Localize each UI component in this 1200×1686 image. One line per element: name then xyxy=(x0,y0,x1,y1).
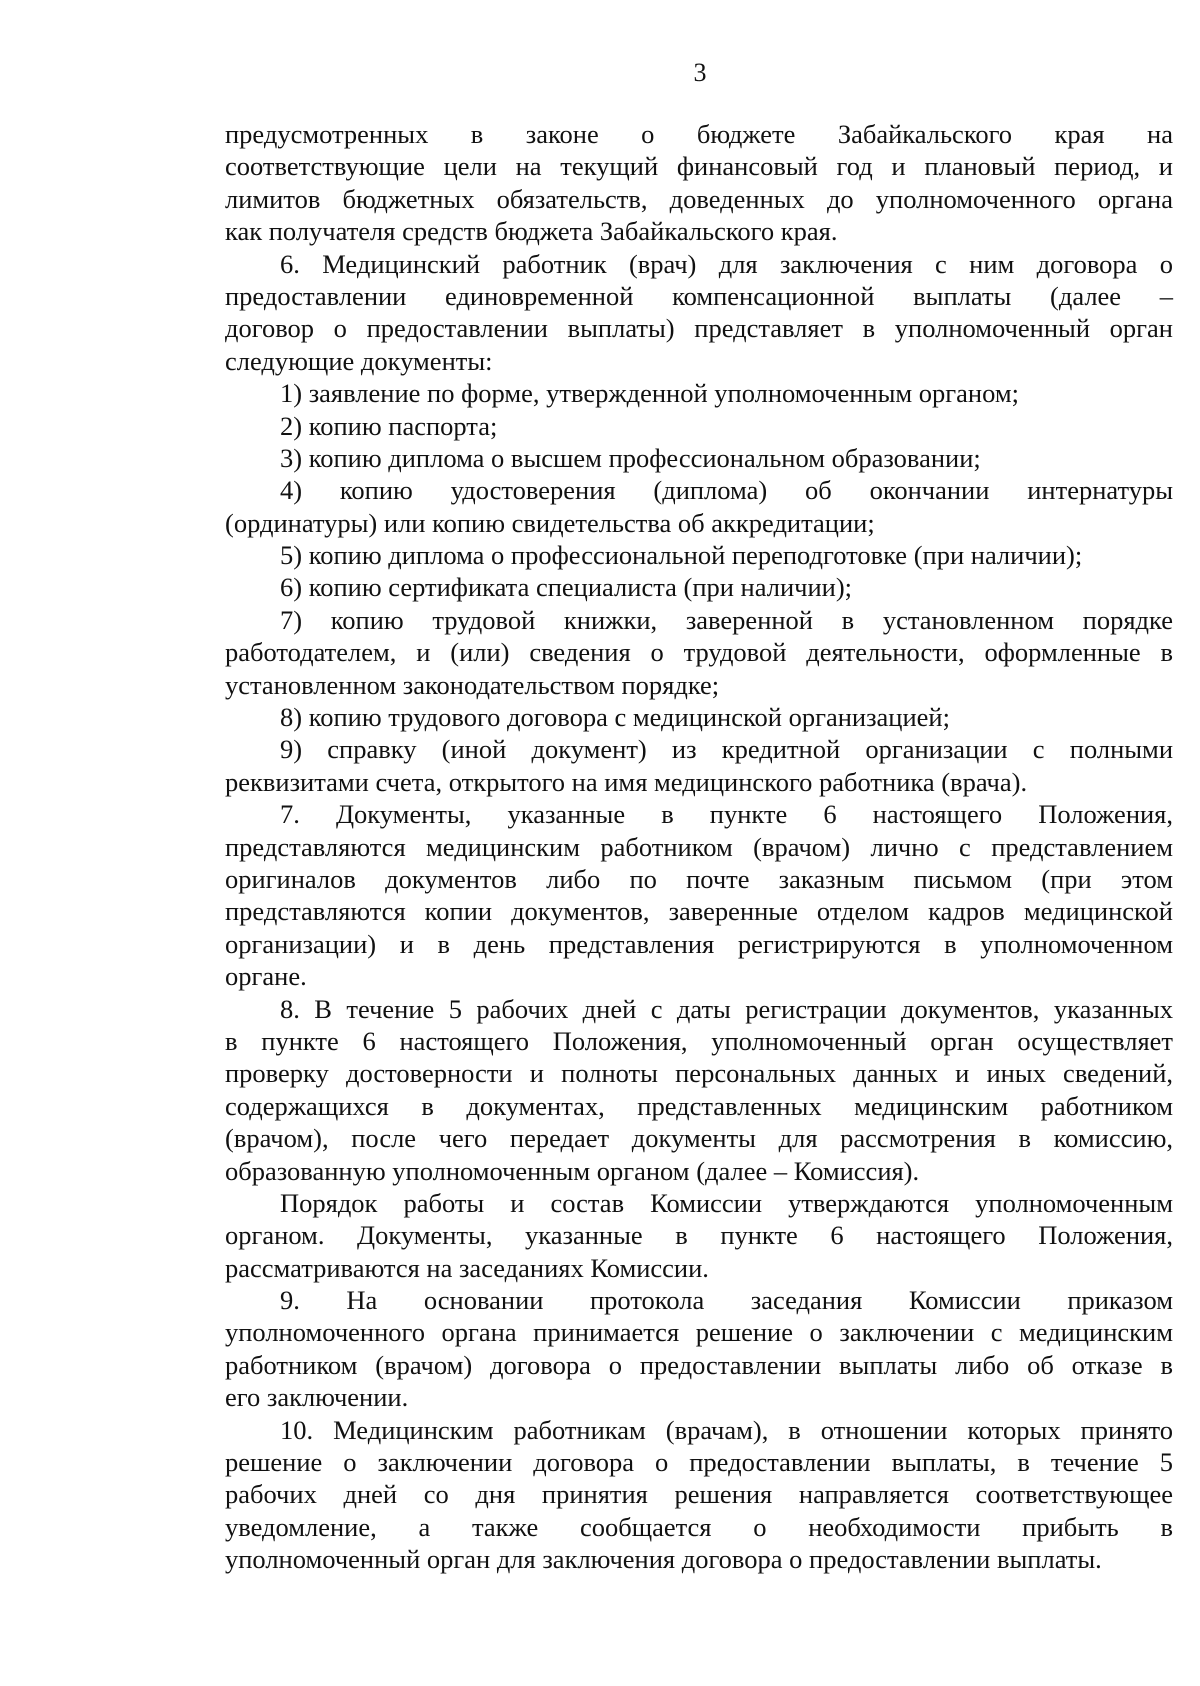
text-line: органе. xyxy=(225,961,307,992)
text-line: содержащихся в документах, представленных медицинским работником xyxy=(225,1090,1173,1121)
text-line: (ординатуры) или копию свидетельства об аккредитации; xyxy=(225,507,875,538)
text-line: работником (врачом) договора о предоставлении выплаты либо об отказе в xyxy=(225,1349,1173,1380)
text-line: 6. Медицинский работник (врач) для заключения с ним договора о xyxy=(280,248,1173,279)
text-line: 4) копию удостоверения (диплома) об окончании интернатуры xyxy=(280,475,1173,506)
text-line: соответствующие цели на текущий финансовый год и плановый период, и xyxy=(225,151,1173,182)
text-line: 6) копию сертификата специалиста (при наличии); xyxy=(280,572,853,603)
text-line: уведомление, а также сообщается о необходимости прибыть в xyxy=(225,1511,1173,1542)
text-line: как получателя средств бюджета Забайкальского края. xyxy=(225,216,838,247)
text-line: оригиналов документов либо по почте заказным письмом (при этом xyxy=(225,863,1173,894)
text-line: следующие документы: xyxy=(225,345,493,376)
text-line: договор о предоставлении выплаты) представляет в уполномоченный орган xyxy=(225,313,1173,344)
text-line: представляются медицинским работником (врачом) лично с представлением xyxy=(225,831,1173,862)
text-line: работодателем, и (или) сведения о трудовой деятельности, оформленные в xyxy=(225,637,1173,668)
text-line: в пункте 6 настоящего Положения, уполномоченный орган осуществляет xyxy=(225,1025,1173,1056)
text-line: 2) копию паспорта; xyxy=(280,410,498,441)
text-line: лимитов бюджетных обязательств, доведенных до уполномоченного органа xyxy=(225,183,1173,214)
text-line: уполномоченный орган для заключения договора о предоставлении выплаты. xyxy=(225,1544,1102,1575)
text-line: организации) и в день представления регистрируются в уполномоченном xyxy=(225,928,1173,959)
text-line: 9) справку (иной документ) из кредитной организации с полными xyxy=(280,734,1173,765)
page-number: 3 xyxy=(693,58,707,87)
text-line: 8. В течение 5 рабочих дней с даты регистрации документов, указанных xyxy=(280,993,1173,1024)
text-line: решение о заключении договора о предоставлении выплаты, в течение 5 xyxy=(225,1447,1173,1478)
text-line: его заключении. xyxy=(225,1382,409,1413)
text-line: органом. Документы, указанные в пункте 6 настоящего Положения, xyxy=(225,1220,1173,1251)
text-line: 5) копию диплома о профессиональной переподготовке (при наличии); xyxy=(280,540,1083,571)
text-line: 1) заявление по форме, утвержденной уполномоченным органом; xyxy=(280,378,1019,409)
text-line: 9. На основании протокола заседания Комиссии приказом xyxy=(280,1285,1173,1316)
text-line: 7. Документы, указанные в пункте 6 настоящего Положения, xyxy=(280,799,1173,830)
text-line: представляются копии документов, заверенные отделом кадров медицинской xyxy=(225,896,1173,927)
text-line: 3) копию диплома о высшем профессиональном образовании; xyxy=(280,442,981,473)
text-line: (врачом), после чего передает документы для рассмотрения в комиссию, xyxy=(225,1123,1173,1154)
text-line: реквизитами счета, открытого на имя медицинского работника (врача). xyxy=(225,766,1028,797)
text-line: 10. Медицинским работникам (врачам), в отношении которых принято xyxy=(280,1414,1173,1445)
text-line: рабочих дней со дня принятия решения направляется соответствующее xyxy=(225,1479,1173,1510)
document-body xyxy=(225,118,1173,1576)
text-line: Порядок работы и состав Комиссии утверждаются уполномоченным xyxy=(280,1187,1173,1218)
text-line: предусмотренных в законе о бюджете Забайкальского края на xyxy=(225,119,1173,149)
text-line: образованную уполномоченным органом (далее – Комиссия). xyxy=(225,1155,920,1186)
text-line: предоставлении единовременной компенсационной выплаты (далее – xyxy=(225,280,1173,311)
text-line: 7) копию трудовой книжки, заверенной в установленном порядке xyxy=(280,604,1173,635)
text-line: уполномоченного органа принимается решение о заключении с медицинским xyxy=(225,1317,1173,1348)
text-line: проверку достоверности и полноты персональных данных и иных сведений, xyxy=(225,1058,1173,1089)
text-line: рассматриваются на заседаниях Комиссии. xyxy=(225,1252,709,1283)
text-line: установленном законодательством порядке; xyxy=(225,669,720,700)
text-line: 8) копию трудового договора с медицинской организацией; xyxy=(280,702,950,733)
